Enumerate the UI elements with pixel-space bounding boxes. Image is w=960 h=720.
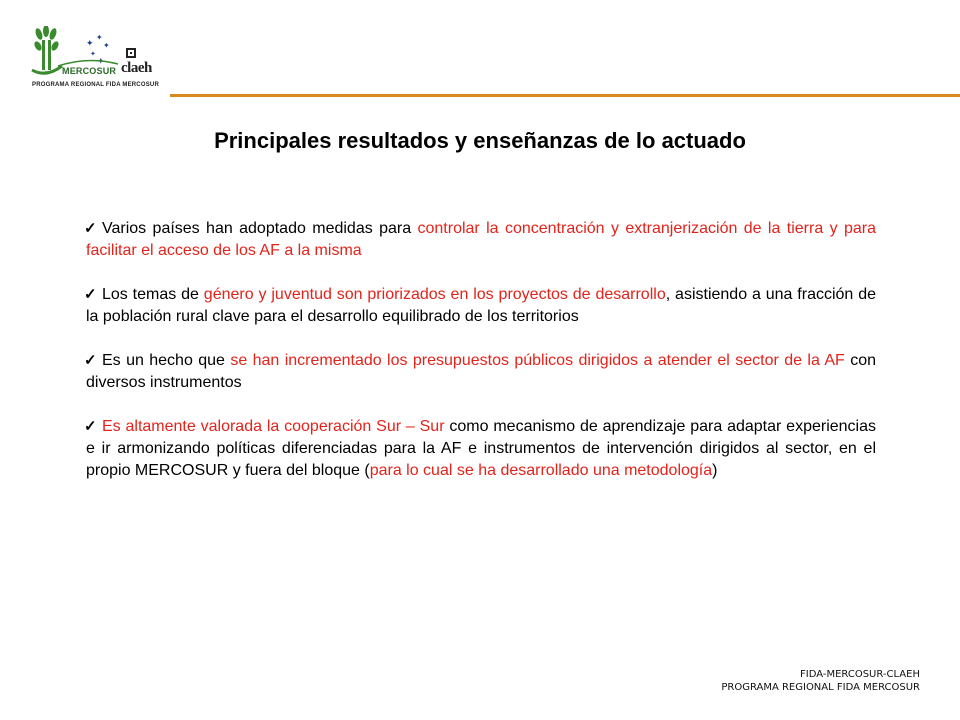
svg-text:✦: ✦ xyxy=(103,41,110,50)
check-icon: ✓ xyxy=(84,418,97,435)
check-icon: ✓ xyxy=(84,286,97,303)
highlighted-text: Es altamente valorada la cooperación Sur – Sur xyxy=(102,418,445,435)
highlighted-text: controlar la concentración y extranjerización de la tierra y para facilitar el acceso de los AF a la misma xyxy=(86,220,877,259)
highlighted-text: género y juventud son priorizados en los proyectos de desarrollo xyxy=(203,286,666,303)
footer xyxy=(721,668,920,694)
list-item xyxy=(86,284,876,328)
footer-line-1: FIDA-MERCOSUR-CLAEH xyxy=(800,669,920,680)
check-icon: ✓ xyxy=(84,352,97,369)
svg-text:✦: ✦ xyxy=(90,50,96,58)
list-item xyxy=(86,218,876,262)
body-text: Varios países han adoptado medidas para xyxy=(102,220,418,237)
bullet-text xyxy=(86,416,876,482)
body-text: Es un hecho que xyxy=(102,352,231,369)
svg-text:✦: ✦ xyxy=(97,57,105,67)
results-list xyxy=(86,218,876,504)
highlighted-text: se han incrementado los presupuestos públicos dirigidos a atender el sector de la AF xyxy=(230,352,845,369)
bullet-text xyxy=(86,284,876,328)
list-item xyxy=(86,350,876,394)
header-divider xyxy=(170,94,960,97)
slide-title: Principales resultados y enseñanzas de lo actuado xyxy=(214,128,746,153)
body-text: Los temas de xyxy=(102,286,204,303)
highlighted-text: para lo cual se ha desarrollado una metodología xyxy=(369,462,713,479)
bullet-text xyxy=(86,350,876,394)
body-text: con diversos instrumentos xyxy=(86,352,877,391)
bullet-text xyxy=(86,218,876,262)
body-text: como mecanismo de aprendizaje para adaptar experiencias e ir armonizando políticas diferenciadas para la AF e instrumentos de intervención dirigidos al sector, en el propio MERCOSUR y fuera del bloque ( xyxy=(86,418,877,479)
body-text: , asistiendo a una fracción de la población rural clave para el desarrollo equilibrado de los territorios xyxy=(86,286,877,325)
check-icon: ✓ xyxy=(84,220,97,237)
body-text: ) xyxy=(712,462,718,479)
program-logo xyxy=(28,26,168,96)
logo-claeh-text: claeh xyxy=(121,60,152,76)
logo-subtitle: PROGRAMA REGIONAL FIDA MERCOSUR xyxy=(32,82,159,88)
list-item xyxy=(86,416,876,482)
svg-text:✦: ✦ xyxy=(86,39,94,49)
svg-text:✦: ✦ xyxy=(96,33,103,42)
footer-line-2: PROGRAMA REGIONAL FIDA MERCOSUR xyxy=(721,682,920,693)
wheat-and-stars-icon xyxy=(28,26,168,86)
logo-mercosur-text: MERCOSUR xyxy=(62,66,117,76)
